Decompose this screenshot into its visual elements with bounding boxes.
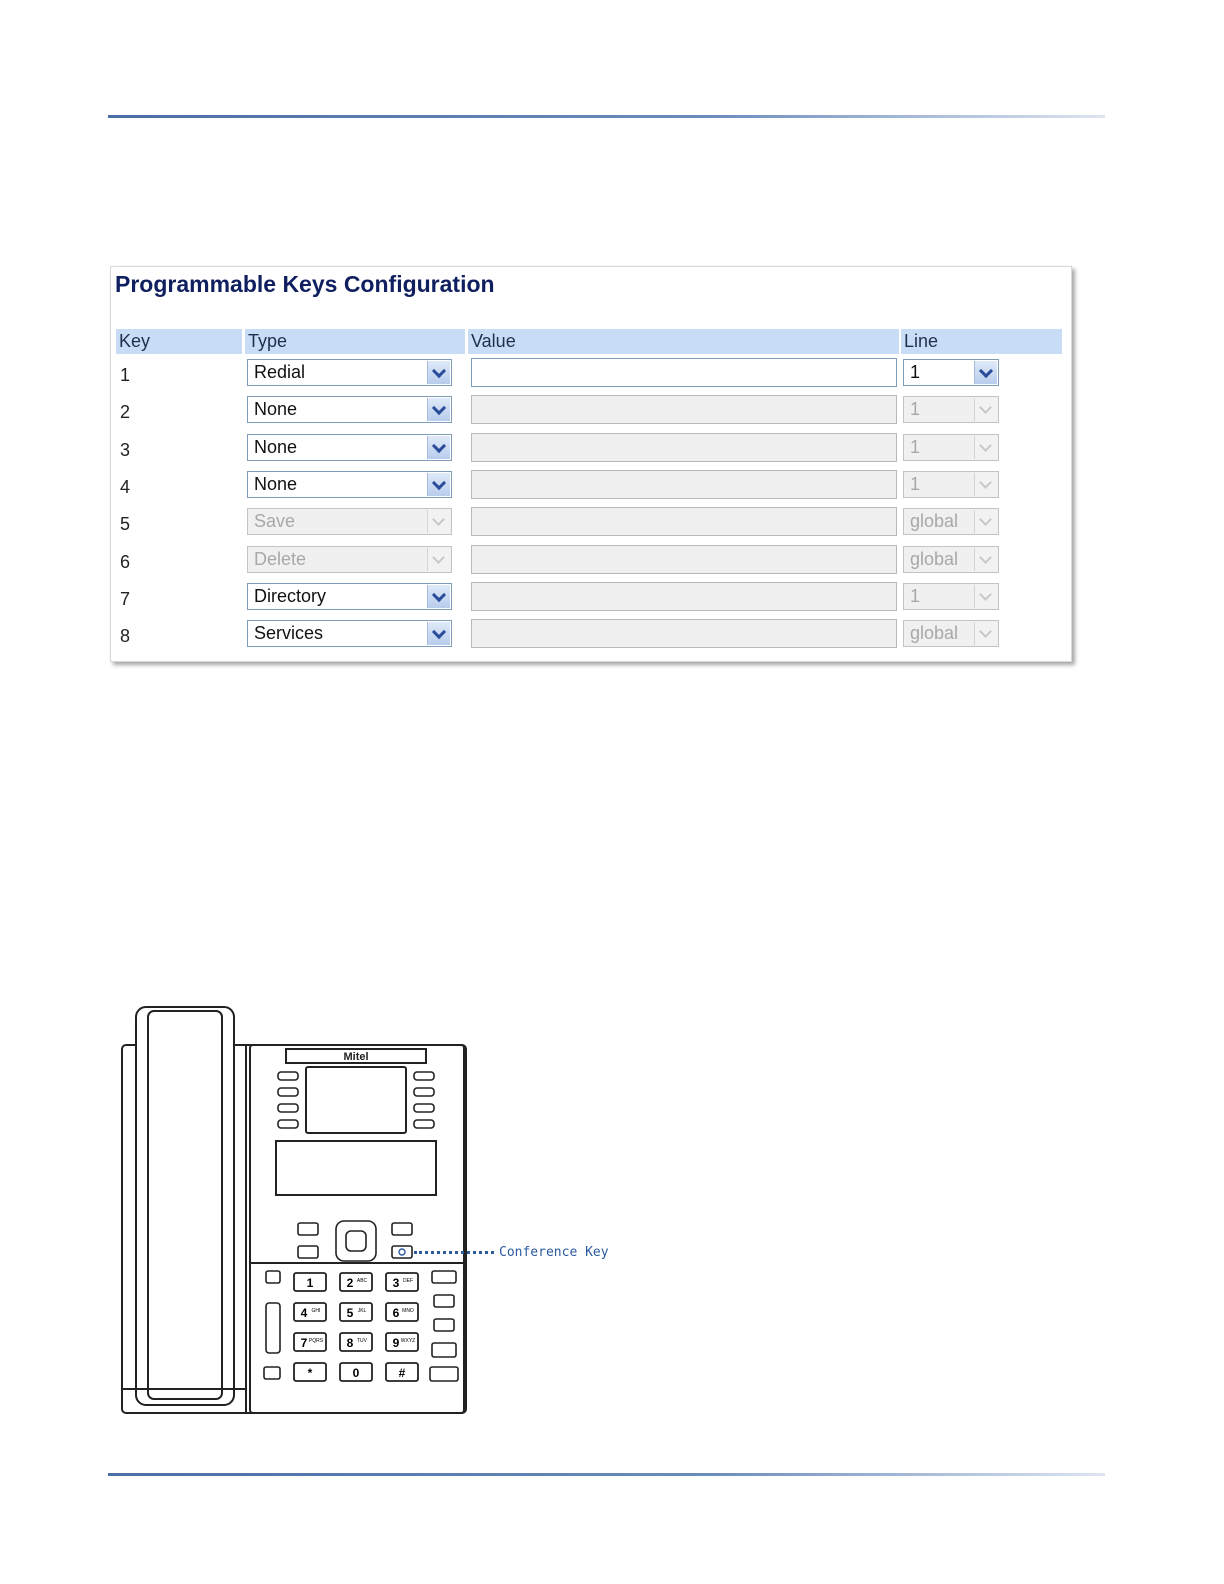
line-select [903, 434, 999, 461]
redial-key[interactable] [434, 1295, 454, 1307]
conference-key-callout: Conference Key [499, 1245, 609, 1260]
dial-key-letters: PQRS [308, 1338, 324, 1344]
type-select[interactable] [247, 471, 452, 498]
dial-key-letters: TUV [357, 1338, 367, 1344]
dial-key[interactable] [294, 1333, 326, 1351]
softkey-right-1[interactable] [414, 1072, 434, 1080]
dial-key-digit: 4 [300, 1306, 308, 1320]
type-select-value: Delete [254, 548, 307, 569]
dial-key-digit: 0 [352, 1366, 360, 1380]
value-input[interactable] [471, 358, 897, 387]
type-select-value: Services [254, 623, 324, 644]
header-rule [108, 115, 1105, 118]
dial-key[interactable] [386, 1273, 418, 1291]
headset-key[interactable] [266, 1271, 280, 1283]
type-select-value: None [254, 399, 298, 420]
key-number: 5 [120, 514, 131, 535]
value-input [471, 395, 897, 424]
dial-key[interactable] [386, 1303, 418, 1321]
softkey-left-2[interactable] [278, 1088, 298, 1096]
key-row [111, 359, 1071, 396]
line-select [903, 396, 999, 423]
dial-key-letters: JKL [357, 1308, 367, 1314]
chevron-down-icon [427, 585, 450, 608]
voicemail-key[interactable] [298, 1223, 318, 1235]
callout-leader-line [414, 1251, 494, 1254]
column-header-value: Value [468, 329, 899, 354]
line-select-value: 1 [910, 473, 921, 494]
dial-key-letters: ABC [356, 1278, 368, 1284]
softkey-right-2[interactable] [414, 1088, 434, 1096]
chevron-down-icon [427, 361, 450, 384]
column-header-type: Type [245, 329, 465, 354]
chevron-down-icon [427, 548, 450, 571]
type-select [247, 546, 452, 573]
key-number: 4 [120, 476, 131, 497]
chevron-down-icon [427, 436, 450, 459]
value-input [471, 582, 897, 611]
line-select [903, 471, 999, 498]
line-select [903, 546, 999, 573]
key-row [111, 434, 1071, 471]
phone-illustration [118, 1003, 470, 1417]
options-key[interactable] [298, 1246, 318, 1258]
dial-key-letters: MNO [402, 1308, 414, 1314]
line-select-value: 1 [910, 362, 921, 382]
line-select [903, 583, 999, 610]
conference-key[interactable] [392, 1246, 412, 1258]
key-row [111, 620, 1071, 657]
chevron-down-icon [974, 622, 997, 645]
line-select-value: global [910, 511, 959, 532]
type-select[interactable] [247, 620, 452, 647]
line-select [903, 620, 999, 647]
chevron-down-icon [974, 510, 997, 533]
value-input [471, 507, 897, 536]
key-row [111, 471, 1071, 508]
type-select[interactable] [247, 583, 452, 610]
chevron-down-icon [974, 585, 997, 608]
select-key[interactable] [346, 1231, 366, 1251]
line-select[interactable] [903, 359, 999, 386]
line-select-value: global [910, 623, 959, 644]
dial-key-digit: 8 [346, 1336, 354, 1350]
value-input [471, 545, 897, 574]
softkey-left-3[interactable] [278, 1104, 298, 1112]
dial-key[interactable] [294, 1363, 326, 1381]
display-screen [306, 1067, 406, 1133]
softkey-right-4[interactable] [414, 1120, 434, 1128]
dial-key-digit: 5 [346, 1306, 354, 1320]
line-select-value: global [910, 548, 959, 569]
dial-key[interactable] [386, 1333, 418, 1351]
chevron-down-icon [974, 473, 997, 496]
footer-rule [108, 1473, 1105, 1476]
dial-key-digit: * [307, 1366, 313, 1380]
line-select-value: 1 [910, 399, 921, 420]
line-select-value: 1 [910, 585, 921, 606]
line-select [903, 508, 999, 535]
value-input [471, 470, 897, 499]
panel-title: Programmable Keys Configuration [115, 271, 495, 297]
chevron-down-icon [974, 398, 997, 421]
value-input [471, 433, 897, 462]
dial-keypad [294, 1273, 418, 1381]
lower-display [276, 1141, 436, 1195]
column-header-line: Line [901, 329, 1062, 354]
brand-logo: Mitel [343, 1051, 369, 1063]
key-row [111, 396, 1071, 433]
chevron-down-icon [427, 398, 450, 421]
chevron-down-icon [974, 548, 997, 571]
dial-key[interactable] [294, 1303, 326, 1321]
dial-key-digit: 1 [306, 1276, 314, 1290]
speaker-key[interactable] [432, 1343, 456, 1357]
type-select[interactable] [247, 434, 452, 461]
chevron-down-icon [974, 361, 997, 384]
hangup-key[interactable] [432, 1271, 456, 1283]
key-row [111, 583, 1071, 620]
dial-key[interactable] [386, 1363, 418, 1381]
softkey-left-1[interactable] [278, 1072, 298, 1080]
dial-key-letters: DEF [403, 1278, 413, 1284]
dial-key[interactable] [340, 1303, 372, 1321]
softkey-right-3[interactable] [414, 1104, 434, 1112]
type-select-value: None [254, 436, 298, 457]
key-number: 8 [120, 626, 131, 647]
key-row [111, 508, 1071, 545]
dial-key[interactable] [340, 1363, 372, 1381]
dial-key[interactable] [340, 1273, 372, 1291]
type-select-value: Save [254, 511, 296, 532]
type-select[interactable] [247, 396, 452, 423]
key-number: 2 [120, 402, 131, 423]
key-number: 6 [120, 551, 131, 572]
key-number: 3 [120, 439, 131, 460]
chevron-down-icon [974, 436, 997, 459]
mute-key[interactable] [264, 1367, 280, 1379]
dial-key-letters: WXYZ [400, 1338, 416, 1344]
handset [136, 1007, 234, 1405]
key-number: 7 [120, 588, 131, 609]
dial-key-digit: 6 [392, 1306, 400, 1320]
dial-key-letters: GHI [311, 1308, 321, 1314]
type-select [247, 508, 452, 535]
type-select[interactable] [247, 359, 452, 386]
type-select-value: Redial [254, 362, 306, 382]
dial-key-digit: 2 [346, 1276, 354, 1290]
dial-key-digit: # [398, 1366, 406, 1380]
type-select-value: None [254, 473, 298, 494]
chevron-down-icon [427, 473, 450, 496]
chevron-down-icon [427, 622, 450, 645]
volume-key[interactable] [266, 1303, 280, 1353]
softkey-left-4[interactable] [278, 1120, 298, 1128]
line-select-value: 1 [910, 436, 921, 457]
type-select-value: Directory [254, 585, 327, 606]
dial-key[interactable] [294, 1273, 326, 1291]
dial-key-digit: 9 [392, 1336, 400, 1350]
speaker-headset-key[interactable] [430, 1367, 458, 1381]
transfer-key[interactable] [392, 1223, 412, 1235]
dial-key[interactable] [340, 1333, 372, 1351]
value-input [471, 619, 897, 648]
dial-key-digit: 7 [300, 1336, 308, 1350]
hold-key[interactable] [434, 1319, 454, 1331]
column-header-key: Key [116, 329, 242, 354]
programmable-keys-panel [110, 266, 1072, 662]
key-row [111, 546, 1071, 583]
dial-key-digit: 3 [392, 1276, 400, 1290]
chevron-down-icon [427, 510, 450, 533]
key-number: 1 [120, 365, 131, 385]
